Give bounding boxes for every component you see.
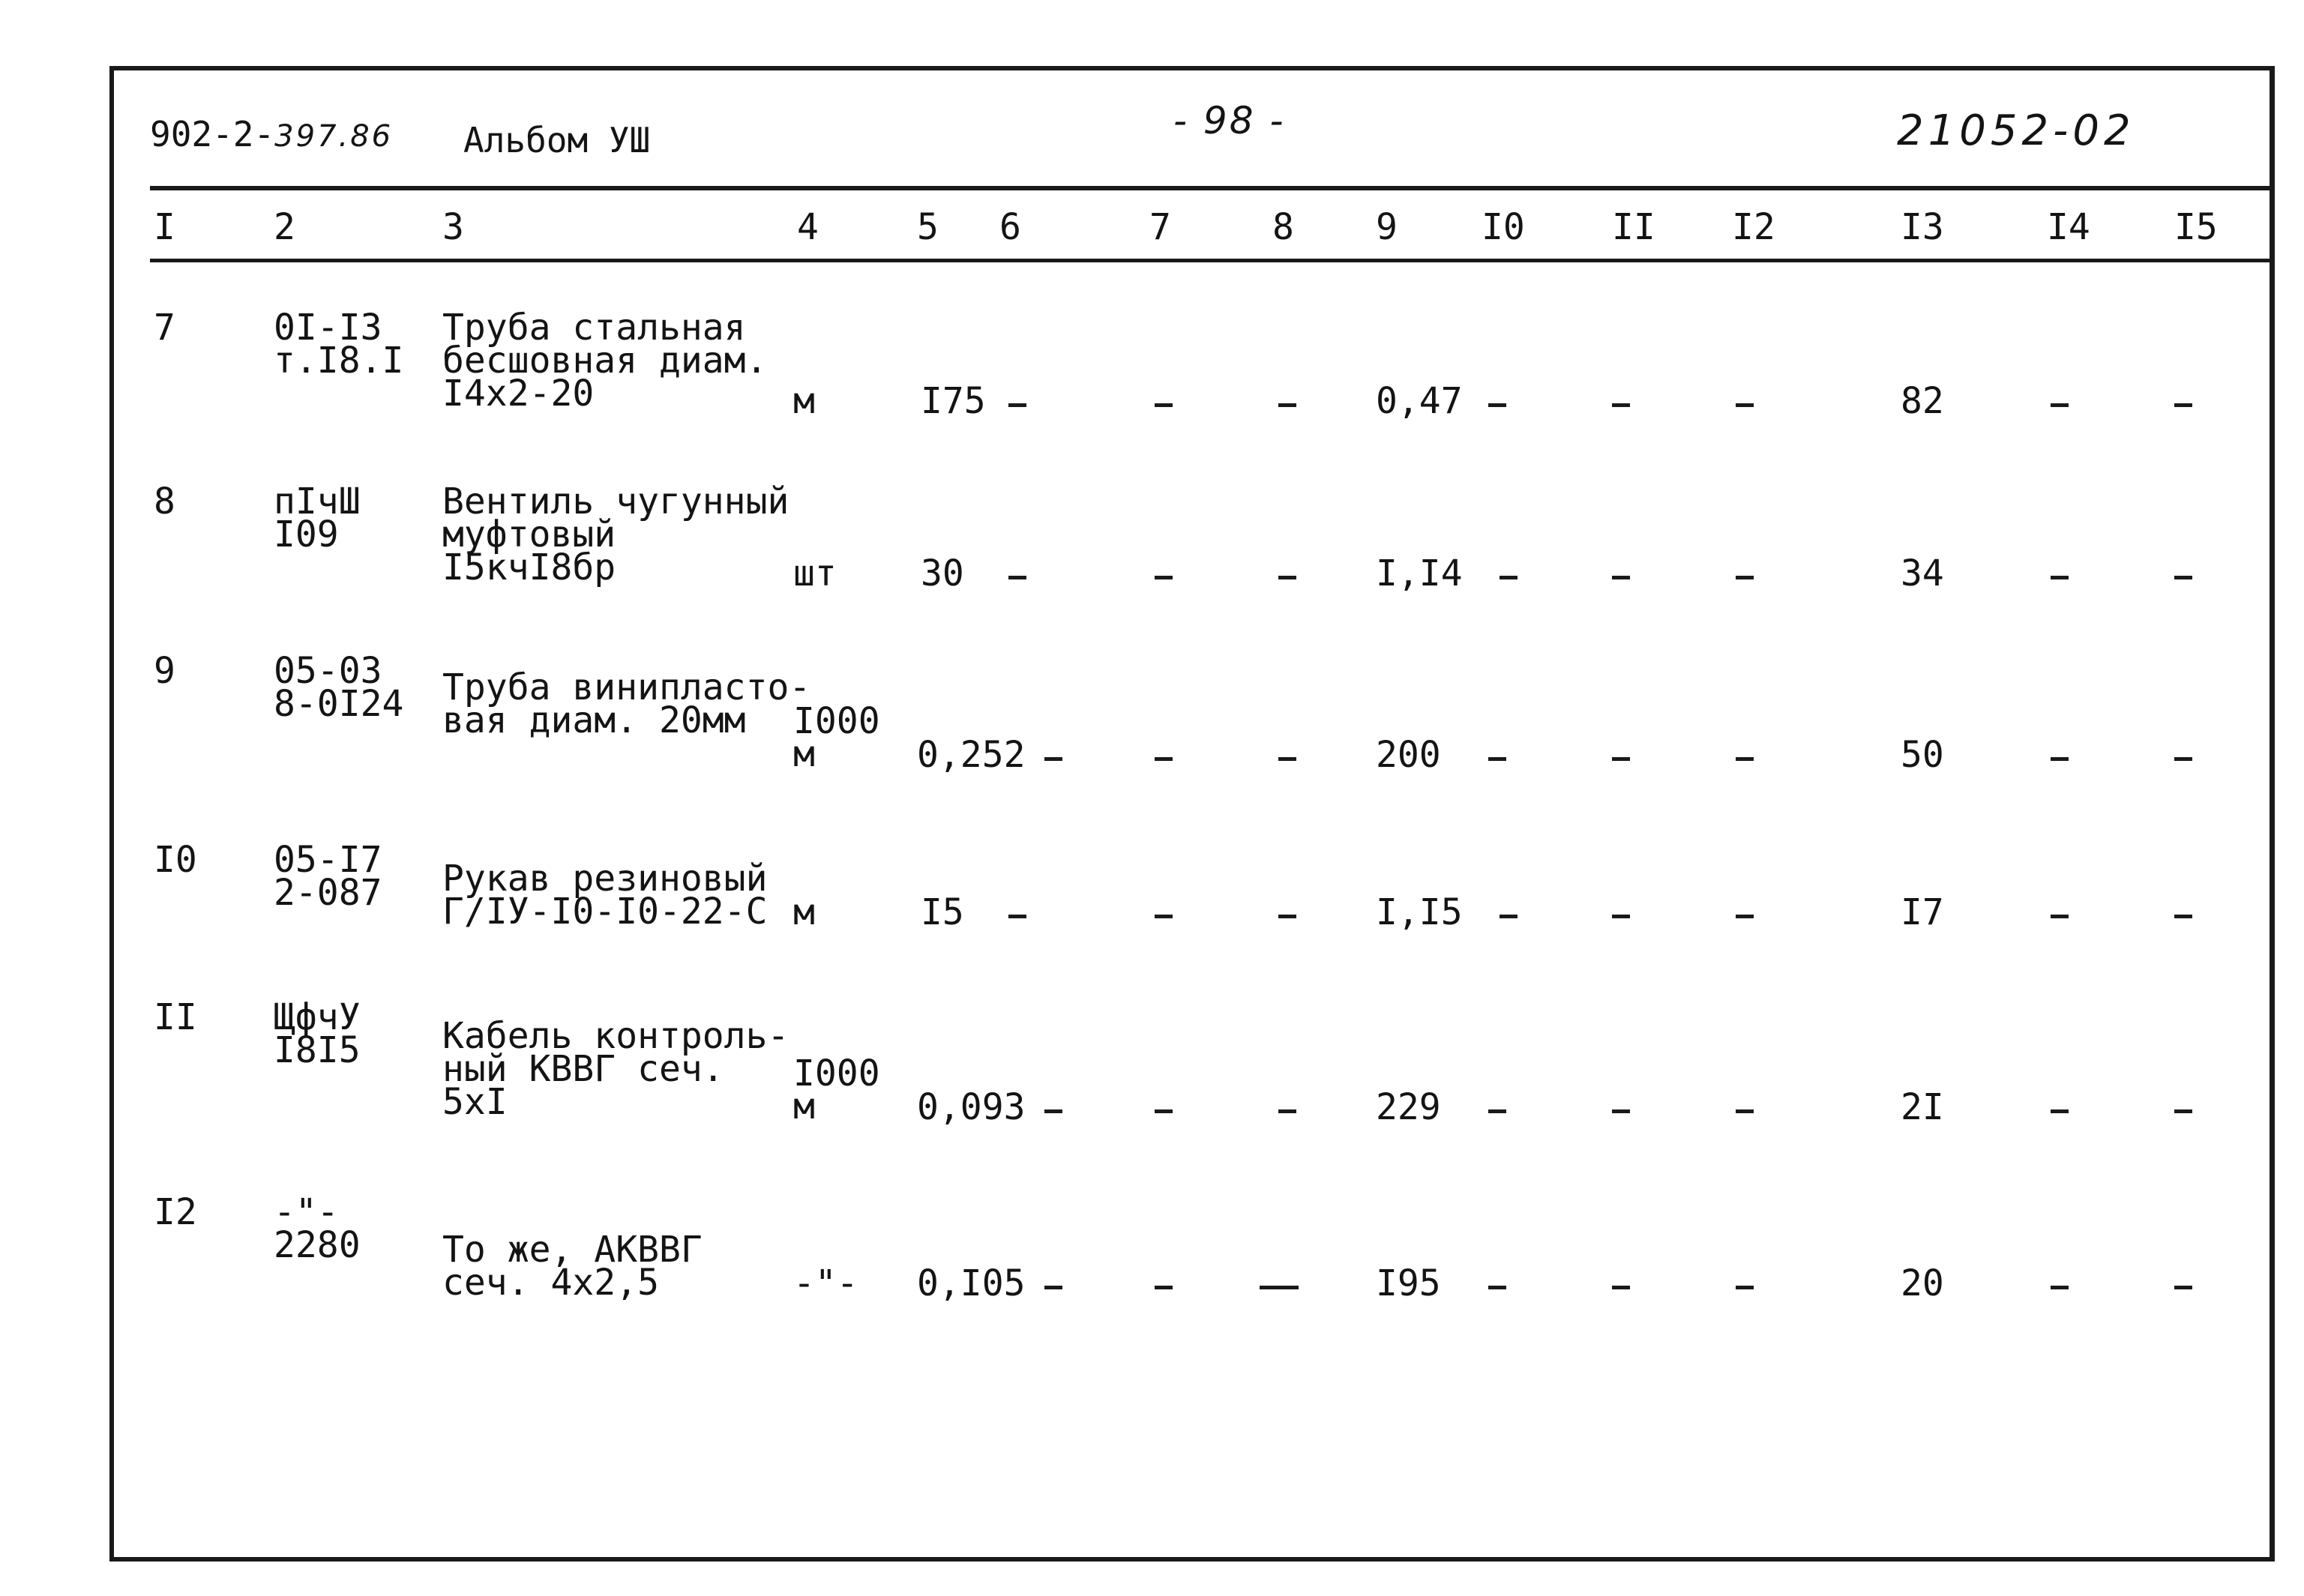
column-number: I0 (1482, 206, 1525, 248)
dash-mark (1155, 915, 1173, 918)
column-number: 8 (1272, 206, 1294, 248)
row-value-col13: 2I (1901, 1086, 1944, 1128)
row-value-col13: I7 (1901, 891, 1944, 933)
row-name: То же, АКВВГ сеч. 4x2,5 (442, 1229, 703, 1304)
row-unit: шт (793, 552, 837, 594)
dash-mark (2174, 915, 2192, 918)
dash-mark (1278, 576, 1296, 579)
dash-mark (2051, 1286, 2069, 1289)
dash-mark (1488, 1109, 1506, 1113)
page-frame (109, 66, 2275, 1562)
row-number: I2 (154, 1191, 197, 1233)
row-name: Труба стальная бесшовная диам. I4x2-20 (442, 307, 768, 415)
dash-mark (1044, 1109, 1062, 1113)
row-value-col9: I95 (1376, 1262, 1441, 1304)
column-number: I4 (2047, 206, 2090, 248)
row-unit: I000 м (793, 700, 880, 775)
row-value-col9: I,I5 (1376, 891, 1463, 933)
column-number: 4 (797, 206, 819, 248)
document-code (150, 114, 393, 154)
dash-mark (1278, 1109, 1296, 1113)
dash-mark (1736, 1286, 1754, 1289)
row-value-col9: I,I4 (1376, 552, 1463, 594)
dash-mark (2174, 576, 2192, 579)
dash-mark (1612, 915, 1630, 918)
dash-mark (1736, 1109, 1754, 1113)
column-number: I (154, 206, 175, 248)
row-value-col13: 34 (1901, 552, 1944, 594)
column-number: I3 (1901, 206, 1944, 248)
dash-mark (2051, 1109, 2069, 1113)
sheet-code: 21052-02 (1897, 106, 2135, 155)
row-value-col5: I75 (921, 380, 986, 422)
dash-mark (1008, 576, 1026, 579)
dash-mark (1612, 1109, 1630, 1113)
dash-mark (2051, 915, 2069, 918)
column-number: 9 (1376, 206, 1398, 248)
dash-mark (1736, 403, 1754, 407)
dash-mark (1488, 1286, 1506, 1289)
dash-mark (1278, 757, 1296, 761)
row-code: 0I-I3 т.I8.I (274, 307, 404, 382)
row-number: 7 (154, 307, 175, 349)
row-code: ЩфчУ I8I5 (274, 996, 361, 1071)
row-value-col5: 0,093 (917, 1086, 1026, 1128)
dash-mark (1736, 757, 1754, 761)
column-number: 3 (442, 206, 464, 248)
dash-mark (1260, 1286, 1299, 1289)
dash-mark (2051, 403, 2069, 407)
dash-mark (1500, 576, 1518, 579)
dash-mark (2174, 1286, 2192, 1289)
row-value-col5: 0,I05 (917, 1262, 1026, 1304)
column-number: I2 (1732, 206, 1775, 248)
row-number: 8 (154, 481, 175, 523)
dash-mark (2051, 757, 2069, 761)
row-number: II (154, 996, 197, 1038)
dash-mark (1044, 757, 1062, 761)
dash-mark (2174, 403, 2192, 407)
dash-mark (2174, 1109, 2192, 1113)
dash-mark (1008, 403, 1026, 407)
row-value-col5: 0,252 (917, 734, 1026, 776)
row-value-col9: 229 (1376, 1086, 1441, 1128)
column-header-rule (150, 259, 2270, 262)
dash-mark (1278, 915, 1296, 918)
column-number: 7 (1149, 206, 1171, 248)
row-name: Труба винипласто- вая диам. 20мм (442, 666, 811, 741)
row-name: Вентиль чугунный муфтовый I5кчI8бр (442, 481, 789, 588)
row-value-col5: I5 (921, 891, 964, 933)
row-value-col9: 0,47 (1376, 380, 1463, 422)
row-code: -"- 2280 (274, 1191, 361, 1266)
row-value-col13: 20 (1901, 1262, 1944, 1304)
row-code: 05-03 8-0I24 (274, 650, 404, 725)
dash-mark (1500, 915, 1518, 918)
column-number: I5 (2174, 206, 2218, 248)
dash-mark (1612, 403, 1630, 407)
column-number: 5 (917, 206, 939, 248)
row-name: Рукав резиновый Г/IУ-I0-I0-22-С (442, 858, 768, 933)
dash-mark (1044, 1286, 1062, 1289)
dash-mark (1736, 576, 1754, 579)
row-unit: -"- (793, 1262, 858, 1304)
row-unit: м (793, 380, 815, 422)
dash-mark (1278, 403, 1296, 407)
dash-mark (1155, 1109, 1173, 1113)
dash-mark (1612, 576, 1630, 579)
row-unit: I000 м (793, 1053, 880, 1127)
dash-mark (1736, 915, 1754, 918)
dash-mark (2174, 757, 2192, 761)
dash-mark (1008, 915, 1026, 918)
album-label: Альбом УШ (463, 120, 651, 160)
row-value-col9: 200 (1376, 734, 1441, 776)
dash-mark (1612, 1286, 1630, 1289)
page-number: - 98 - (1173, 99, 1286, 142)
dash-mark (1488, 757, 1506, 761)
dash-mark (1612, 757, 1630, 761)
dash-mark (1155, 403, 1173, 407)
dash-mark (2051, 576, 2069, 579)
dash-mark (1155, 1286, 1173, 1289)
column-number: 2 (274, 206, 295, 248)
row-name: Кабель контроль- ный КВВГ сеч. 5xI (442, 1015, 789, 1123)
row-value-col13: 50 (1901, 734, 1944, 776)
row-code: 05-I7 2-087 (274, 839, 382, 914)
document-code-printed: 902-2- (150, 114, 275, 154)
row-number: I0 (154, 839, 197, 881)
dash-mark (1488, 403, 1506, 407)
document-code-handwritten: 397.86 (274, 119, 394, 154)
row-code: пIчШ I09 (274, 481, 361, 555)
row-number: 9 (154, 650, 175, 692)
dash-mark (1155, 576, 1173, 579)
dash-mark (1155, 757, 1173, 761)
column-number: 6 (999, 206, 1021, 248)
row-value-col13: 82 (1901, 380, 1944, 422)
row-unit: м (793, 891, 815, 933)
column-number: II (1612, 206, 1655, 248)
row-value-col5: 30 (921, 552, 964, 594)
header-rule (150, 186, 2270, 190)
